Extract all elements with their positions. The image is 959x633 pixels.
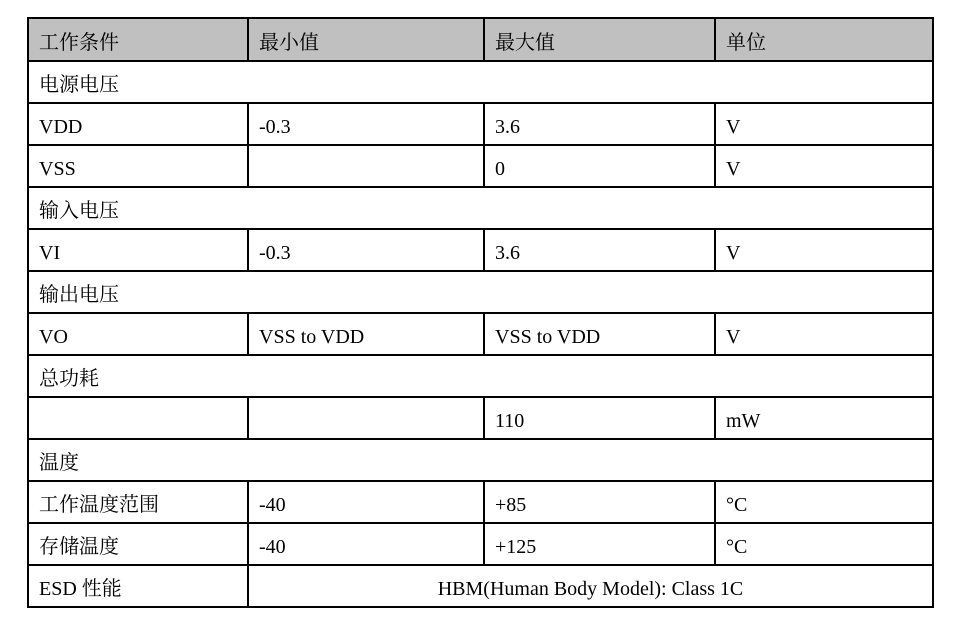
cell-condition: VI bbox=[28, 229, 248, 271]
operating-conditions-table bbox=[27, 17, 934, 608]
cell-min: -0.3 bbox=[248, 229, 484, 271]
table-row-vdd bbox=[28, 103, 933, 145]
section-label-output-voltage: 输出电压 bbox=[28, 271, 933, 313]
cell-min bbox=[248, 397, 484, 439]
cell-condition: VSS bbox=[28, 145, 248, 187]
cell-min: -0.3 bbox=[248, 103, 484, 145]
table-row-vi bbox=[28, 229, 933, 271]
table-row-vo bbox=[28, 313, 933, 355]
cell-max: 0 bbox=[484, 145, 715, 187]
cell-condition: 工作温度范围 bbox=[28, 481, 248, 523]
cell-condition bbox=[28, 397, 248, 439]
cell-min: VSS to VDD bbox=[248, 313, 484, 355]
cell-unit: °C bbox=[715, 481, 933, 523]
cell-unit: mW bbox=[715, 397, 933, 439]
column-header-max: 最大值 bbox=[484, 18, 715, 61]
cell-max: +125 bbox=[484, 523, 715, 565]
cell-esd-label: ESD 性能 bbox=[28, 565, 248, 607]
table-row-vss bbox=[28, 145, 933, 187]
cell-max: +85 bbox=[484, 481, 715, 523]
section-row-total-power bbox=[28, 355, 933, 397]
cell-min bbox=[248, 145, 484, 187]
cell-condition: VO bbox=[28, 313, 248, 355]
table-row-operating-temp bbox=[28, 481, 933, 523]
cell-condition: VDD bbox=[28, 103, 248, 145]
section-label-input-voltage: 输入电压 bbox=[28, 187, 933, 229]
section-label-total-power: 总功耗 bbox=[28, 355, 933, 397]
column-header-min: 最小值 bbox=[248, 18, 484, 61]
section-row-output-voltage bbox=[28, 271, 933, 313]
table-row-esd bbox=[28, 565, 933, 607]
section-label-temperature: 温度 bbox=[28, 439, 933, 481]
cell-condition: 存储温度 bbox=[28, 523, 248, 565]
column-header-condition: 工作条件 bbox=[28, 18, 248, 61]
section-row-input-voltage bbox=[28, 187, 933, 229]
table-row-storage-temp bbox=[28, 523, 933, 565]
cell-esd-value: HBM(Human Body Model): Class 1C bbox=[248, 565, 933, 607]
cell-unit: V bbox=[715, 313, 933, 355]
cell-max: 3.6 bbox=[484, 103, 715, 145]
cell-unit: °C bbox=[715, 523, 933, 565]
cell-unit: V bbox=[715, 145, 933, 187]
column-header-unit: 单位 bbox=[715, 18, 933, 61]
cell-max: VSS to VDD bbox=[484, 313, 715, 355]
cell-unit: V bbox=[715, 229, 933, 271]
table-header-row bbox=[28, 18, 933, 61]
cell-max: 110 bbox=[484, 397, 715, 439]
cell-min: -40 bbox=[248, 523, 484, 565]
section-label-supply-voltage: 电源电压 bbox=[28, 61, 933, 103]
cell-unit: V bbox=[715, 103, 933, 145]
cell-min: -40 bbox=[248, 481, 484, 523]
section-row-supply-voltage bbox=[28, 61, 933, 103]
table-row-total-power bbox=[28, 397, 933, 439]
section-row-temperature bbox=[28, 439, 933, 481]
cell-max: 3.6 bbox=[484, 229, 715, 271]
